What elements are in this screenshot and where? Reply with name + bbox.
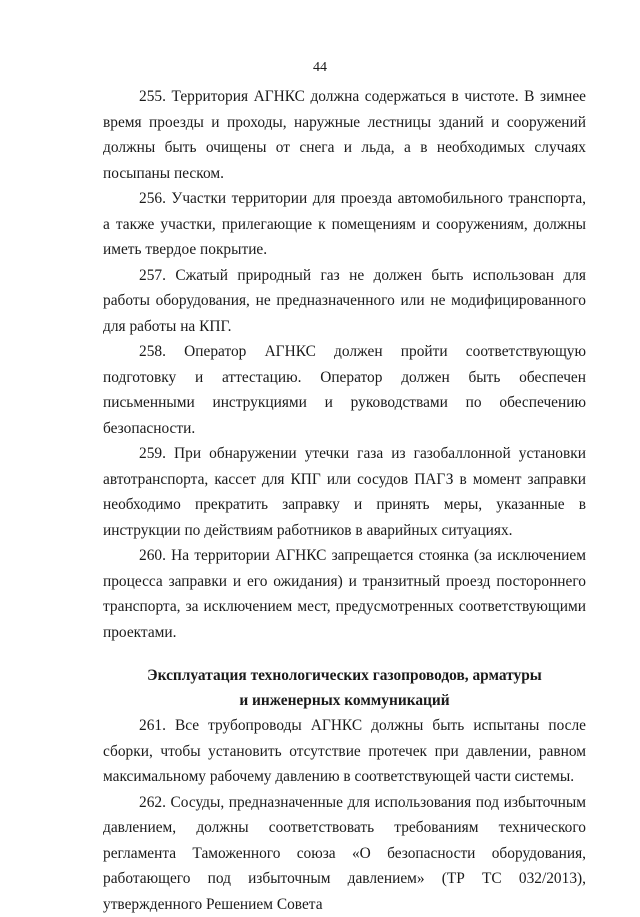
paragraph-261: 261. Все трубопроводы АГНКС должны быть испытаны после сборки, чтобы установить отсутствие протечек при давлении, равном максимальному рабочему давлению в соответствующей части системы. [103,713,586,790]
page-number: 44 [0,60,640,76]
paragraph-260: 260. На территории АГНКС запрещается стоянка (за исключением процесса заправки и его ожидания) и транзитный проезд постороннего транспорта, за исключением мест, предусмотренных соответствующими проектами. [103,543,586,645]
paragraph-258: 258. Оператор АГНКС должен пройти соответствующую подготовку и аттестацию. Оператор должен быть обеспечен письменными инструкциями и руководствами по обеспечению безопасности. [103,339,586,441]
section-heading-line-1: Эксплуатация технологических газопроводов, арматуры [103,663,586,688]
paragraph-262: 262. Сосуды, предназначенные для использования под избыточным давлением, должны соответствовать требованиям технического регламента Таможенного союза «О безопасности оборудования, работающего под избыточным давлением» (ТР ТС 032/2013), утвержденного Решением Совета [103,790,586,917]
document-body [103,84,586,917]
section-heading [103,663,586,713]
paragraph-259: 259. При обнаружении утечки газа из газобаллонной установки автотранспорта, кассет для КПГ или сосудов ПАГЗ в момент заправки необходимо прекратить заправку и принять меры, указанные в инструкции по действиям работников в аварийных ситуациях. [103,441,586,543]
paragraph-256: 256. Участки территории для проезда автомобильного транспорта, а также участки, прилегающие к помещениям и сооружениям, должны иметь твердое покрытие. [103,186,586,263]
paragraph-257: 257. Сжатый природный газ не должен быть использован для работы оборудования, не предназначенного или не модифицированного для работы на КПГ. [103,263,586,340]
paragraph-255: 255. Территория АГНКС должна содержаться в чистоте. В зимнее время проезды и проходы, наружные лестницы зданий и сооружений должны быть очищены от снега и льда, а в необходимых случаях посыпаны песком. [103,84,586,186]
section-heading-line-2: и инженерных коммуникаций [103,688,586,713]
